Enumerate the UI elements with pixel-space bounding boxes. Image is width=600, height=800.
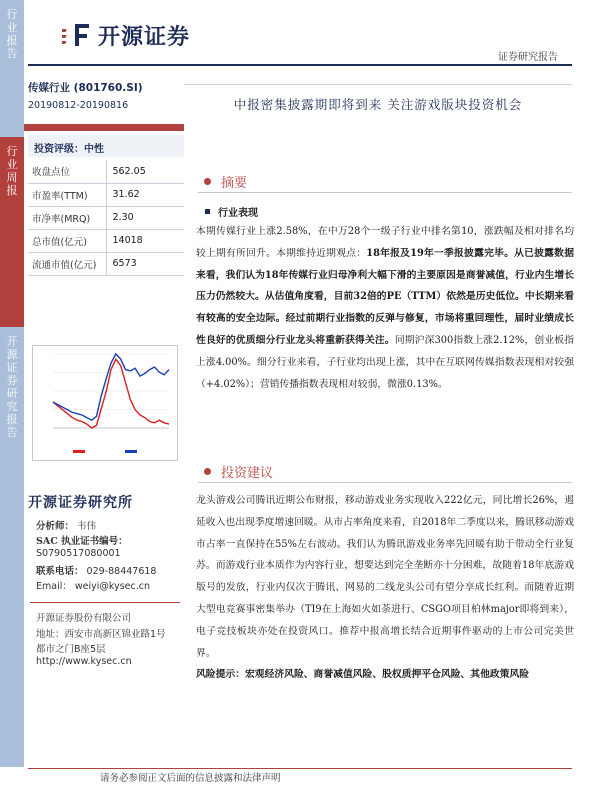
chart-plot [33,346,177,460]
sac-number: S0790517080001 [36,548,121,559]
chart-series-line-2 [53,354,169,420]
logo-mark-icon [62,20,92,50]
stat-value: 562.05 [106,160,184,183]
side-tab-industry-report: 行业报告 [0,0,24,137]
investment-paragraph: 龙头游戏公司腾讯近期公布财报，移动游戏业务实现收入222亿元，同比增长26%，遏延收入也出现季度增速回暖。从市占率角度来看，自2018年二季度以来，腾讯移动游戏市占率一直保持在55%左右波动。我们认为腾讯游戏业务率先回暖有助于带动全行业复苏。而游戏行业本质作为内容行业，想要达到完全垄断亦十分困难，故随着18年底游戏版号的发放，行业内仅次于腾讯、网易的二线龙头公司有望分享成长红利。而随着近期大型电竞赛事密集举办（TI9在上海如火如荼进行、CSGO项目柏林major即将到来），电子竞技板块亦处在投资风口。推荐中报高增长结合近期事件驱动的上市公司完美世界。 风险提示：宏观经济风险、商誉减值风险、股权质押平仓风险、其他政策风险 [196,495,574,681]
disclaimer: 请务必参阅正文后面的信息披露和法律声明 [100,773,281,784]
investment-rating: 投资评级：中性 [28,135,184,157]
square-bullet-icon [205,209,210,214]
phone-label: 联系电话： [36,566,84,577]
investment-heading: 投资建议 [204,462,273,481]
company-logo [62,18,190,52]
stat-label: 收盘点位 [28,160,106,183]
institute-name: 开源证券研究所 [28,495,133,511]
stat-label: 市净率(MRQ) [28,206,106,229]
sub-heading-industry-performance: 行业表现 [205,204,258,219]
address-line-2: 都市之门B座5层 [36,644,106,655]
stat-value: 6573 [106,252,184,275]
investment-rule [198,482,572,483]
phone-number: 029-88447618 [86,566,157,577]
market-stats-table [28,160,184,276]
analyst-label: 分析师： [36,521,75,532]
stat-label: 市盈率(TTM) [28,183,106,206]
footer-divider [28,768,572,769]
bullet-dot-icon [204,178,211,185]
email-label: Email： [36,581,72,592]
stat-value: 14018 [106,229,184,252]
report-title: 中报密集披露期即将到来 关注游戏版块投资机会 [184,84,572,122]
side-tab-research: 开源证券研究报告 [0,327,24,767]
summary-heading: 摘要 [204,172,247,191]
address-line-1: 地址：西安市高新区锦业路1号 [36,629,166,640]
analyst-line [36,518,96,532]
performance-chart [32,345,178,461]
report-type: 证券研究报告 [498,52,558,63]
summary-rule [198,192,572,193]
stat-label: 总市值(亿元) [28,229,106,252]
company-full-name: 开源证券股份有限公司 [36,613,132,624]
phone-line [36,563,156,577]
side-tab-weekly: 行业周报 [0,137,24,327]
summary-paragraph: 本期传媒行业上涨2.58%，在中万28个一级子行业中排名第10，涨跌幅及相对排名均较上期有所回升。本期维持近期观点：18年报及19年一季报披露完毕。从已披露数据来看，我们认为18年传媒行业归母净利大幅下滑的主要原因是商誉减值，行业内生增长压力仍然较大。从估值角度看，目前32倍的PE（TTM）依然是历史低位。中长期来看有较高的安全边际。经过前期行业指数的反弹与修复，市场将重回理性，届时业绩成长性良好的优质细分行业龙头将重新获得关注。同期沪深300指数上涨2.12%，创业板指上涨4.00%。细分行业来看，子行业均出现上涨，其中在互联网传媒指数表现相对较强（+4.02%）；营销传播指数表现相对较弱，微涨0.13%。 [196,226,575,390]
stat-row [28,160,184,183]
stat-row [28,183,184,206]
industry-name: 传媒行业 (801760.SI) [28,82,143,94]
stat-row [28,206,184,229]
contact-divider [30,602,180,603]
stat-value: 31.62 [106,183,184,206]
risk-text: 宏观经济风险、商誉减值风险、股权质押平仓风险、其他政策风险 [244,669,530,681]
company-name: 开源证券 [98,24,191,50]
stat-row [28,229,184,252]
bullet-dot-icon [204,468,211,475]
stat-row [28,252,184,275]
email-line [36,578,150,592]
analyst-name: 韦伟 [77,521,97,532]
email-link[interactable]: weiyi@kysec.cn [74,581,150,592]
chart-legend-swatch-2 [125,450,137,453]
stat-value: 2.30 [106,206,184,229]
website-link[interactable]: http://www.kysec.cn [36,656,132,667]
accent-bar [24,124,184,131]
stat-label: 流通市值(亿元) [28,252,106,275]
chart-series-line-1 [53,359,169,428]
risk-label: 风险提示： [196,669,245,681]
sac-label: SAC 执业证书编号： [36,536,128,547]
date-range: 20190812-20190816 [28,100,129,111]
header-divider [28,64,572,66]
chart-legend-swatch-1 [73,450,85,453]
